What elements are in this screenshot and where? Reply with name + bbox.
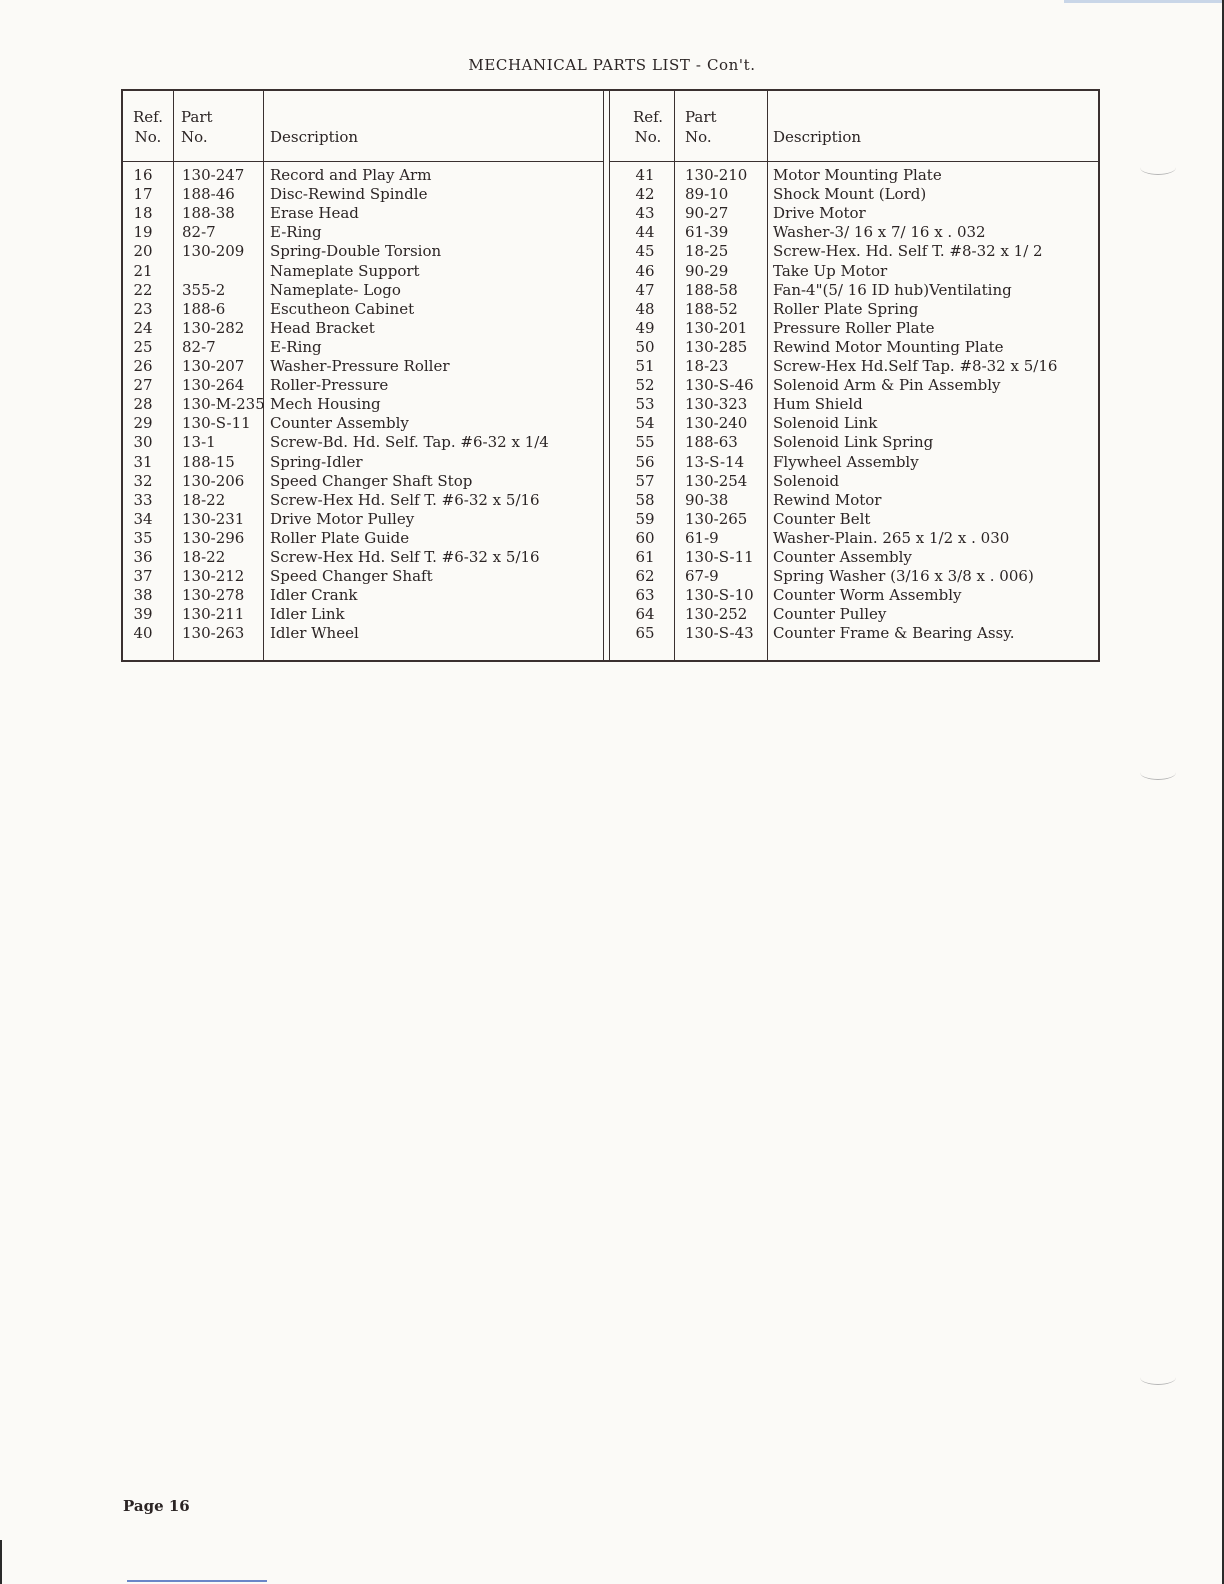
description-cell: Solenoid Arm & Pin Assembly [773, 376, 1001, 395]
ref-no-cell: 54 [635, 414, 655, 433]
part-no-cell: 130-296 [182, 528, 245, 547]
ref-no-cell: 52 [635, 376, 655, 395]
ref-no-cell: 40 [133, 624, 153, 643]
ref-no-cell: 50 [635, 337, 655, 356]
description-cell: E-Ring [270, 337, 322, 356]
description-cell: Solenoid [773, 471, 840, 490]
part-no-cell: 130-252 [685, 605, 748, 624]
header-ref-no: Ref. No. [133, 108, 163, 146]
part-no-cell: 18-23 [685, 357, 729, 375]
table-row [123, 376, 1098, 395]
description-cell: Drive Motor [773, 204, 866, 223]
part-no-cell: 188-63 [685, 433, 738, 452]
part-no-cell: 82-7 [182, 337, 216, 356]
part-no-cell: 67-9 [685, 567, 719, 586]
ref-no-cell: 45 [635, 242, 655, 261]
part-no-cell: 188-58 [685, 280, 738, 299]
ref-no-cell: 48 [635, 299, 655, 318]
description-cell: Idler Crank [270, 586, 358, 605]
ref-no-cell: 27 [133, 376, 153, 395]
ref-no-cell: 42 [635, 185, 655, 204]
table-row [123, 472, 1098, 491]
page-number: Page 16 [123, 1497, 190, 1515]
part-no-cell: 188-52 [685, 299, 738, 318]
ref-no-cell: 37 [133, 567, 153, 586]
ref-no-cell: 34 [133, 509, 153, 528]
description-cell: Escutheon Cabinet [270, 299, 415, 318]
description-cell: Take Up Motor [773, 261, 888, 280]
ref-no-cell: 47 [635, 280, 655, 299]
ref-no-cell: 32 [133, 471, 153, 490]
description-cell: Mech Housing [270, 395, 381, 414]
description-cell: Roller Plate Guide [270, 528, 410, 547]
part-no-cell: 130-240 [685, 414, 748, 433]
header-rule [123, 161, 603, 162]
part-no-cell: 130-207 [182, 357, 245, 375]
ref-no-cell: 53 [635, 395, 655, 414]
table-row [123, 605, 1098, 624]
table-row [123, 433, 1098, 452]
part-no-cell: 90-38 [685, 490, 729, 509]
part-no-cell: 130-201 [685, 318, 748, 337]
description-cell: Speed Changer Shaft [270, 567, 433, 586]
ref-no-cell: 19 [133, 223, 153, 242]
description-cell: Counter Belt [773, 509, 871, 528]
part-no-cell: 130-S-11 [685, 548, 754, 566]
description-cell: Counter Pulley [773, 605, 887, 624]
part-no-cell: 90-27 [685, 204, 729, 223]
description-cell: Nameplate- Logo [270, 280, 401, 299]
part-no-cell: 130-285 [685, 337, 748, 356]
description-cell: Screw-Hex Hd. Self T. #6-32 x 5/16 [270, 548, 540, 566]
ref-no-cell: 29 [133, 414, 153, 433]
description-cell: Screw-Bd. Hd. Self. Tap. #6-32 x 1/4 [270, 433, 549, 452]
description-cell: Screw-Hex Hd. Self T. #6-32 x 5/16 [270, 490, 540, 509]
ref-no-cell: 16 [133, 166, 153, 184]
binder-hole-mark [1140, 160, 1176, 175]
ref-no-cell: 46 [635, 261, 655, 280]
description-cell: Disc-Rewind Spindle [270, 185, 428, 204]
ref-no-cell: 26 [133, 357, 153, 375]
part-no-cell: 188-38 [182, 204, 235, 223]
ref-no-cell: 65 [635, 624, 655, 643]
ref-no-cell: 36 [133, 548, 153, 566]
ref-no-cell: 30 [133, 433, 153, 452]
description-cell: Roller-Pressure [270, 376, 389, 395]
table-row [123, 548, 1098, 567]
part-no-cell: 13-S-14 [685, 452, 745, 471]
description-cell: Head Bracket [270, 318, 375, 337]
table-row [123, 281, 1098, 300]
ref-no-cell: 33 [133, 490, 153, 509]
table-row [123, 510, 1098, 529]
table-row [123, 319, 1098, 338]
ref-no-cell: 17 [133, 185, 153, 204]
description-cell: Rewind Motor [773, 490, 882, 509]
description-cell: Washer-Plain. 265 x 1/2 x . 030 [773, 528, 1010, 547]
part-no-cell: 355-2 [182, 280, 226, 299]
part-no-cell: 13-1 [182, 433, 216, 452]
table-row [123, 338, 1098, 357]
ref-no-cell: 62 [635, 567, 655, 586]
part-no-cell: 82-7 [182, 223, 216, 242]
part-no-cell: 89-10 [685, 185, 729, 204]
part-no-cell: 130-264 [182, 376, 245, 395]
ref-no-cell: 43 [635, 204, 655, 223]
part-no-cell: 130-212 [182, 567, 245, 586]
ref-no-cell: 44 [635, 223, 655, 242]
table-row [123, 223, 1098, 242]
ref-no-cell: 25 [133, 337, 153, 356]
part-no-cell: 18-22 [182, 490, 226, 509]
description-cell: Screw-Hex Hd.Self Tap. #8-32 x 5/16 [773, 357, 1058, 375]
part-no-cell: 18-22 [182, 548, 226, 566]
header-rule [609, 161, 1098, 162]
table-row [123, 453, 1098, 472]
ref-no-cell: 28 [133, 395, 153, 414]
part-no-cell: 130-278 [182, 586, 245, 605]
description-cell: Hum Shield [773, 395, 863, 414]
ref-no-cell: 61 [635, 548, 655, 566]
ref-no-cell: 35 [133, 528, 153, 547]
header-part-no: Part No. [181, 108, 213, 146]
part-no-cell: 130-206 [182, 471, 245, 490]
part-no-cell: 130-211 [182, 605, 245, 624]
table-row [123, 624, 1098, 643]
part-no-cell: 130-263 [182, 624, 245, 643]
header-description: Description [270, 128, 359, 146]
ref-no-cell: 51 [635, 357, 655, 375]
header-ref-no: Ref. No. [633, 108, 663, 146]
table-row [123, 166, 1098, 185]
description-cell: Nameplate Support [270, 261, 420, 280]
scan-edge-left [0, 1540, 2, 1584]
ref-no-cell: 64 [635, 605, 655, 624]
table-row [123, 357, 1098, 376]
description-cell: Drive Motor Pulley [270, 509, 415, 528]
description-cell: Fan-4"(5/ 16 ID hub)Ventilating [773, 280, 1012, 299]
description-cell: Spring-Idler [270, 452, 363, 471]
description-cell: Counter Frame & Bearing Assy. [773, 624, 1015, 643]
part-no-cell: 130-S-10 [685, 586, 754, 605]
part-no-cell: 130-231 [182, 509, 245, 528]
part-no-cell: 61-39 [685, 223, 729, 242]
binder-hole-mark [1140, 765, 1176, 780]
description-cell: Washer-3/ 16 x 7/ 16 x . 032 [773, 223, 986, 242]
ref-no-cell: 23 [133, 299, 153, 318]
part-no-cell: 130-209 [182, 242, 245, 261]
description-cell: Counter Worm Assembly [773, 586, 962, 605]
part-no-cell: 130-S-46 [685, 376, 754, 395]
table-row [123, 586, 1098, 605]
table-row [123, 262, 1098, 281]
ref-no-cell: 58 [635, 490, 655, 509]
description-cell: Counter Assembly [773, 548, 912, 566]
ref-no-cell: 39 [133, 605, 153, 624]
description-cell: Record and Play Arm [270, 166, 432, 184]
part-no-cell: 18-25 [685, 242, 729, 261]
parts-table [121, 89, 1100, 662]
description-cell: Pressure Roller Plate [773, 318, 935, 337]
part-no-cell: 130-S-43 [685, 624, 754, 643]
ref-no-cell: 49 [635, 318, 655, 337]
header-part-no: Part No. [685, 108, 717, 146]
header-description: Description [773, 128, 862, 146]
ref-no-cell: 21 [133, 261, 153, 280]
part-no-cell: 130-S-11 [182, 414, 251, 433]
part-no-cell: 130-282 [182, 318, 245, 337]
description-cell: Spring-Double Torsion [270, 242, 442, 261]
ref-no-cell: 41 [635, 166, 655, 184]
description-cell: Screw-Hex. Hd. Self T. #8-32 x 1/ 2 [773, 242, 1043, 261]
description-cell: Rewind Motor Mounting Plate [773, 337, 1004, 356]
ref-no-cell: 24 [133, 318, 153, 337]
table-row [123, 242, 1098, 261]
ref-no-cell: 22 [133, 280, 153, 299]
description-cell: Erase Head [270, 204, 359, 223]
description-cell: Solenoid Link Spring [773, 433, 934, 452]
description-cell: Solenoid Link [773, 414, 878, 433]
ref-no-cell: 56 [635, 452, 655, 471]
description-cell: Roller Plate Spring [773, 299, 919, 318]
part-no-cell: 90-29 [685, 261, 729, 280]
table-row [123, 567, 1098, 586]
page-title: MECHANICAL PARTS LIST - Con't. [468, 56, 756, 74]
scan-edge-bottom [127, 1580, 267, 1582]
part-no-cell: 188-46 [182, 185, 235, 204]
part-no-cell: 130-247 [182, 166, 245, 184]
description-cell: Idler Link [270, 605, 345, 624]
ref-no-cell: 59 [635, 509, 655, 528]
ref-no-cell: 18 [133, 204, 153, 223]
ref-no-cell: 31 [133, 452, 153, 471]
scan-edge-top [1064, 0, 1224, 3]
description-cell: Counter Assembly [270, 414, 409, 433]
description-cell: Speed Changer Shaft Stop [270, 471, 473, 490]
ref-no-cell: 57 [635, 471, 655, 490]
ref-no-cell: 55 [635, 433, 655, 452]
table-row [123, 185, 1098, 204]
part-no-cell: 130-M-235 [182, 395, 265, 414]
description-cell: Motor Mounting Plate [773, 166, 942, 184]
description-cell: Washer-Pressure Roller [270, 357, 450, 375]
part-no-cell: 61-9 [685, 528, 719, 547]
table-row [123, 529, 1098, 548]
description-cell: Flywheel Assembly [773, 452, 919, 471]
part-no-cell: 188-15 [182, 452, 235, 471]
description-cell: Idler Wheel [270, 624, 359, 643]
table-row [123, 204, 1098, 223]
description-cell: E-Ring [270, 223, 322, 242]
ref-no-cell: 63 [635, 586, 655, 605]
binder-hole-mark [1140, 1370, 1176, 1385]
part-no-cell: 130-265 [685, 509, 748, 528]
ref-no-cell: 20 [133, 242, 153, 261]
description-cell: Spring Washer (3/16 x 3/8 x . 006) [773, 567, 1034, 586]
part-no-cell: 130-254 [685, 471, 748, 490]
ref-no-cell: 38 [133, 586, 153, 605]
description-cell: Shock Mount (Lord) [773, 185, 927, 204]
table-row [123, 300, 1098, 319]
part-no-cell: 130-323 [685, 395, 748, 414]
part-no-cell: 188-6 [182, 299, 226, 318]
table-row [123, 395, 1098, 414]
table-row [123, 414, 1098, 433]
part-no-cell: 130-210 [685, 166, 748, 184]
ref-no-cell: 60 [635, 528, 655, 547]
table-row [123, 491, 1098, 510]
